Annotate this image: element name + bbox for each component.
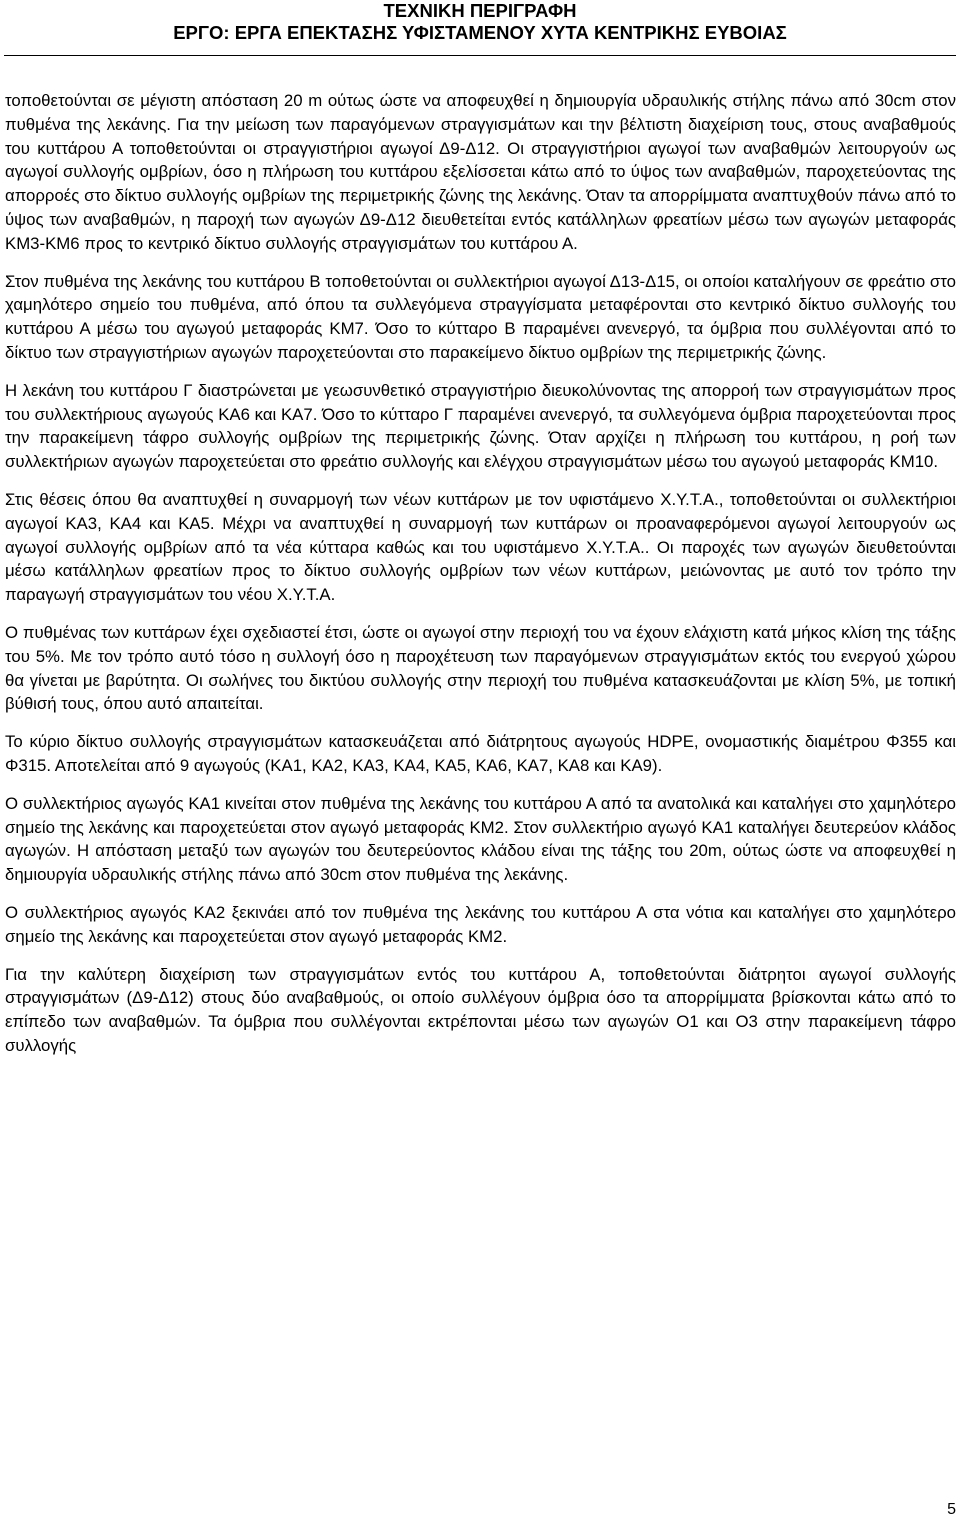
paragraph-1: τοποθετούνται σε μέγιστη απόσταση 20 m ούτως ώστε να αποφευχθεί η δημιουργία υδραυλικής στήλης πάνω από 30cm στον πυθμένα της λεκάνης. Για την μείωση των παραγόμενων στραγγισμάτων και την βέλτιστη διαχείριση τους, στους αναβαθμούς του κυττάρου Α τοποθετούνται οι στραγγιστήριοι αγωγοί Δ9-Δ12. Οι στραγγιστήριοι αγωγοί των αναβαθμών λειτουργούν ως αγωγοί συλλογής ομβρίων, όσο η πλήρωση του κυττάρου εξελίσσεται κάτω από το ύψος των αναβαθμών, παροχετεύοντας της απορροές στο δίκτυο συλλογής ομβρίων της περιμετρικής ζώνης της λεκάνης. Όταν τα απορρίμματα αναπτυχθούν πάνω από το ύψος των αναβαθμών, η παροχή των αγωγών Δ9-Δ12 διευθετείται εντός κατάλληλων φρεατίων μέσω των αγωγών μεταφοράς ΚΜ3-ΚΜ6 προς το κεντρικό δίκτυο συλλογής στραγγισμάτων του κυττάρου Α. — [5, 91, 956, 253]
paragraph-8: Ο συλλεκτήριος αγωγός ΚΑ2 ξεκινάει από τον πυθμένα της λεκάνης του κυττάρου Α στα νότια και καταλήγει στο χαμηλότερο σημείο της λεκάνης και παροχετεύεται στον αγωγό μεταφοράς ΚΜ2. — [5, 902, 956, 946]
paragraph-7: Ο συλλεκτήριος αγωγός ΚΑ1 κινείται στον πυθμένα της λεκάνης του κυττάρου Α από τα ανατολικά και καταλήγει στο χαμηλότερο σημείο της λεκάνης και παροχετεύεται στον αγωγό μεταφοράς ΚΜ2. Στον συλλεκτήριο αγωγό ΚΑ1 καταλήγει δευτερεύον κλάδος αγωγών. Η απόσταση μεταξύ των αγωγών του δευτερεύοντος κλάδου είναι της τάξης του 20m, ούτως ώστε να αποφευχθεί η δημιουργία υδραυλικής στήλης πάνω από 30cm στον πυθμένα της λεκάνης. — [5, 793, 956, 885]
paragraph-5: Ο πυθμένας των κυττάρων έχει σχεδιαστεί έτσι, ώστε οι αγωγοί στην περιοχή του να έχουν ελάχιστη κατά μήκος κλίση της τάξης του 5%. Με τον τρόπο αυτό τόσο η συλλογή όσο η παροχέτευση των παραγόμενων στραγγισμάτων εκτός του ενεργού χώρου θα γίνεται με βαρύτητα. Οι σωλήνες του δικτύου συλλογής στην περιοχή του πυθμένα κατασκευάζονται με κλίση 5%, με τοπική βύθισή τους, όπου αυτό απαιτείται. — [5, 622, 956, 714]
document-title: ΤΕΧΝΙΚΗ ΠΕΡΙΓΡΑΦΗ — [383, 0, 577, 21]
header-divider — [4, 55, 956, 56]
paragraph-2: Στον πυθμένα της λεκάνης του κυττάρου Β τοποθετούνται οι συλλεκτήριοι αγωγοί Δ13-Δ15, οι οποίοι καταλήγουν σε φρεάτιο στο χαμηλότερο σημείο του πυθμένα, από όπου τα συλλεγόμενα στραγγίσματα μεταφέρονται στο κεντρικό δίκτυο συλλογής του κυττάρου Α μέσω του αγωγού μεταφοράς ΚΜ7. Όσο το κύτταρο Β παραμένει ανενεργό, τα όμβρια που συλλέγονται από το δίκτυο των στραγγιστήριων αγωγών παροχετεύονται στο παρακείμενο δίκτυο ομβρίων της περιμετρικής ζώνης. — [5, 271, 956, 362]
paragraph-4: Στις θέσεις όπου θα αναπτυχθεί η συναρμογή των νέων κυττάρων με τον υφιστάμενο Χ.Υ.Τ.Α., τοποθετούνται οι συλλεκτήριοι αγωγοί ΚΑ3, ΚΑ4 και ΚΑ5. Μέχρι να αναπτυχθεί η συναρμογή των κυττάρων οι προαναφερόμενοι αγωγοί λειτουργούν ως αγωγοί συλλογής ομβρίων από τα νέα κύτταρα καθώς και του υφιστάμενο Χ.Υ.Τ.Α.. Οι παροχές των αγωγών διευθετούνται μέσω κατάλληλων φρεατίων προς το δίκτυο συλλογής ομβρίων των νέων κυττάρων, μειώνοντας με αυτό τον τρόπο την παραγωγή στραγγισμάτων του νέου Χ.Υ.Τ.Α. — [5, 489, 956, 605]
paragraph-6: Το κύριο δίκτυο συλλογής στραγγισμάτων κατασκευάζεται από διάτρητους αγωγούς HDPE, ονομαστικής διαμέτρου Φ355 και Φ315. Αποτελείται από 9 αγωγούς (ΚΑ1, ΚΑ2, ΚΑ3, ΚΑ4, ΚΑ5, ΚΑ6, ΚΑ7, ΚΑ8 και ΚΑ9). — [5, 732, 956, 775]
paragraph-3: Η λεκάνη του κυττάρου Γ διαστρώνεται με γεωσυνθετικό στραγγιστήριο διευκολύνοντας της απορροή των στραγγισμάτων προς του συλλεκτήριους αγωγούς ΚΑ6 και ΚΑ7. Όσο το κύτταρο Γ παραμένει ανενεργό, τα συλλεγόμενα όμβρια παροχετεύονται προς την παρακείμενη τάφρο συλλογής ομβρίων της περιμετρικής ζώνης. Όταν αρχίζει η πλήρωση του κυττάρου, η ροή των συλλεκτήριων αγωγών παροχετεύεται στο φρεάτιο συλλογής και ελέγχου στραγγισμάτων μέσω του αγωγού μεταφοράς ΚΜ10. — [5, 380, 956, 472]
document-body — [5, 89, 956, 1072]
page-header — [0, 0, 960, 45]
project-title: ΕΡΓΟ: ΕΡΓΑ ΕΠΕΚΤΑΣΗΣ ΥΦΙΣΤΑΜΕΝΟΥ ΧΥΤΑ ΚΕΝΤΡΙΚΗΣ ΕΥΒΟΙΑΣ — [173, 22, 787, 43]
page-number: 5 — [947, 1501, 956, 1518]
paragraph-9: Για την καλύτερη διαχείριση των στραγγισμάτων εντός του κυττάρου Α, τοποθετούνται διάτρητοι αγωγοί συλλογής στραγγισμάτων (Δ9-Δ12) στους δύο αναβαθμούς, οι οποίο συλλέγουν όμβρια όσο τα απορρίμματα βρίσκονται κάτω από το επίπεδο των αναβαθμών. Τα όμβρια που συλλέγονται εκτρέπονται μέσω των αγωγών Ο1 και Ο3 στην παρακείμενη τάφρο συλλογής — [5, 964, 956, 1055]
